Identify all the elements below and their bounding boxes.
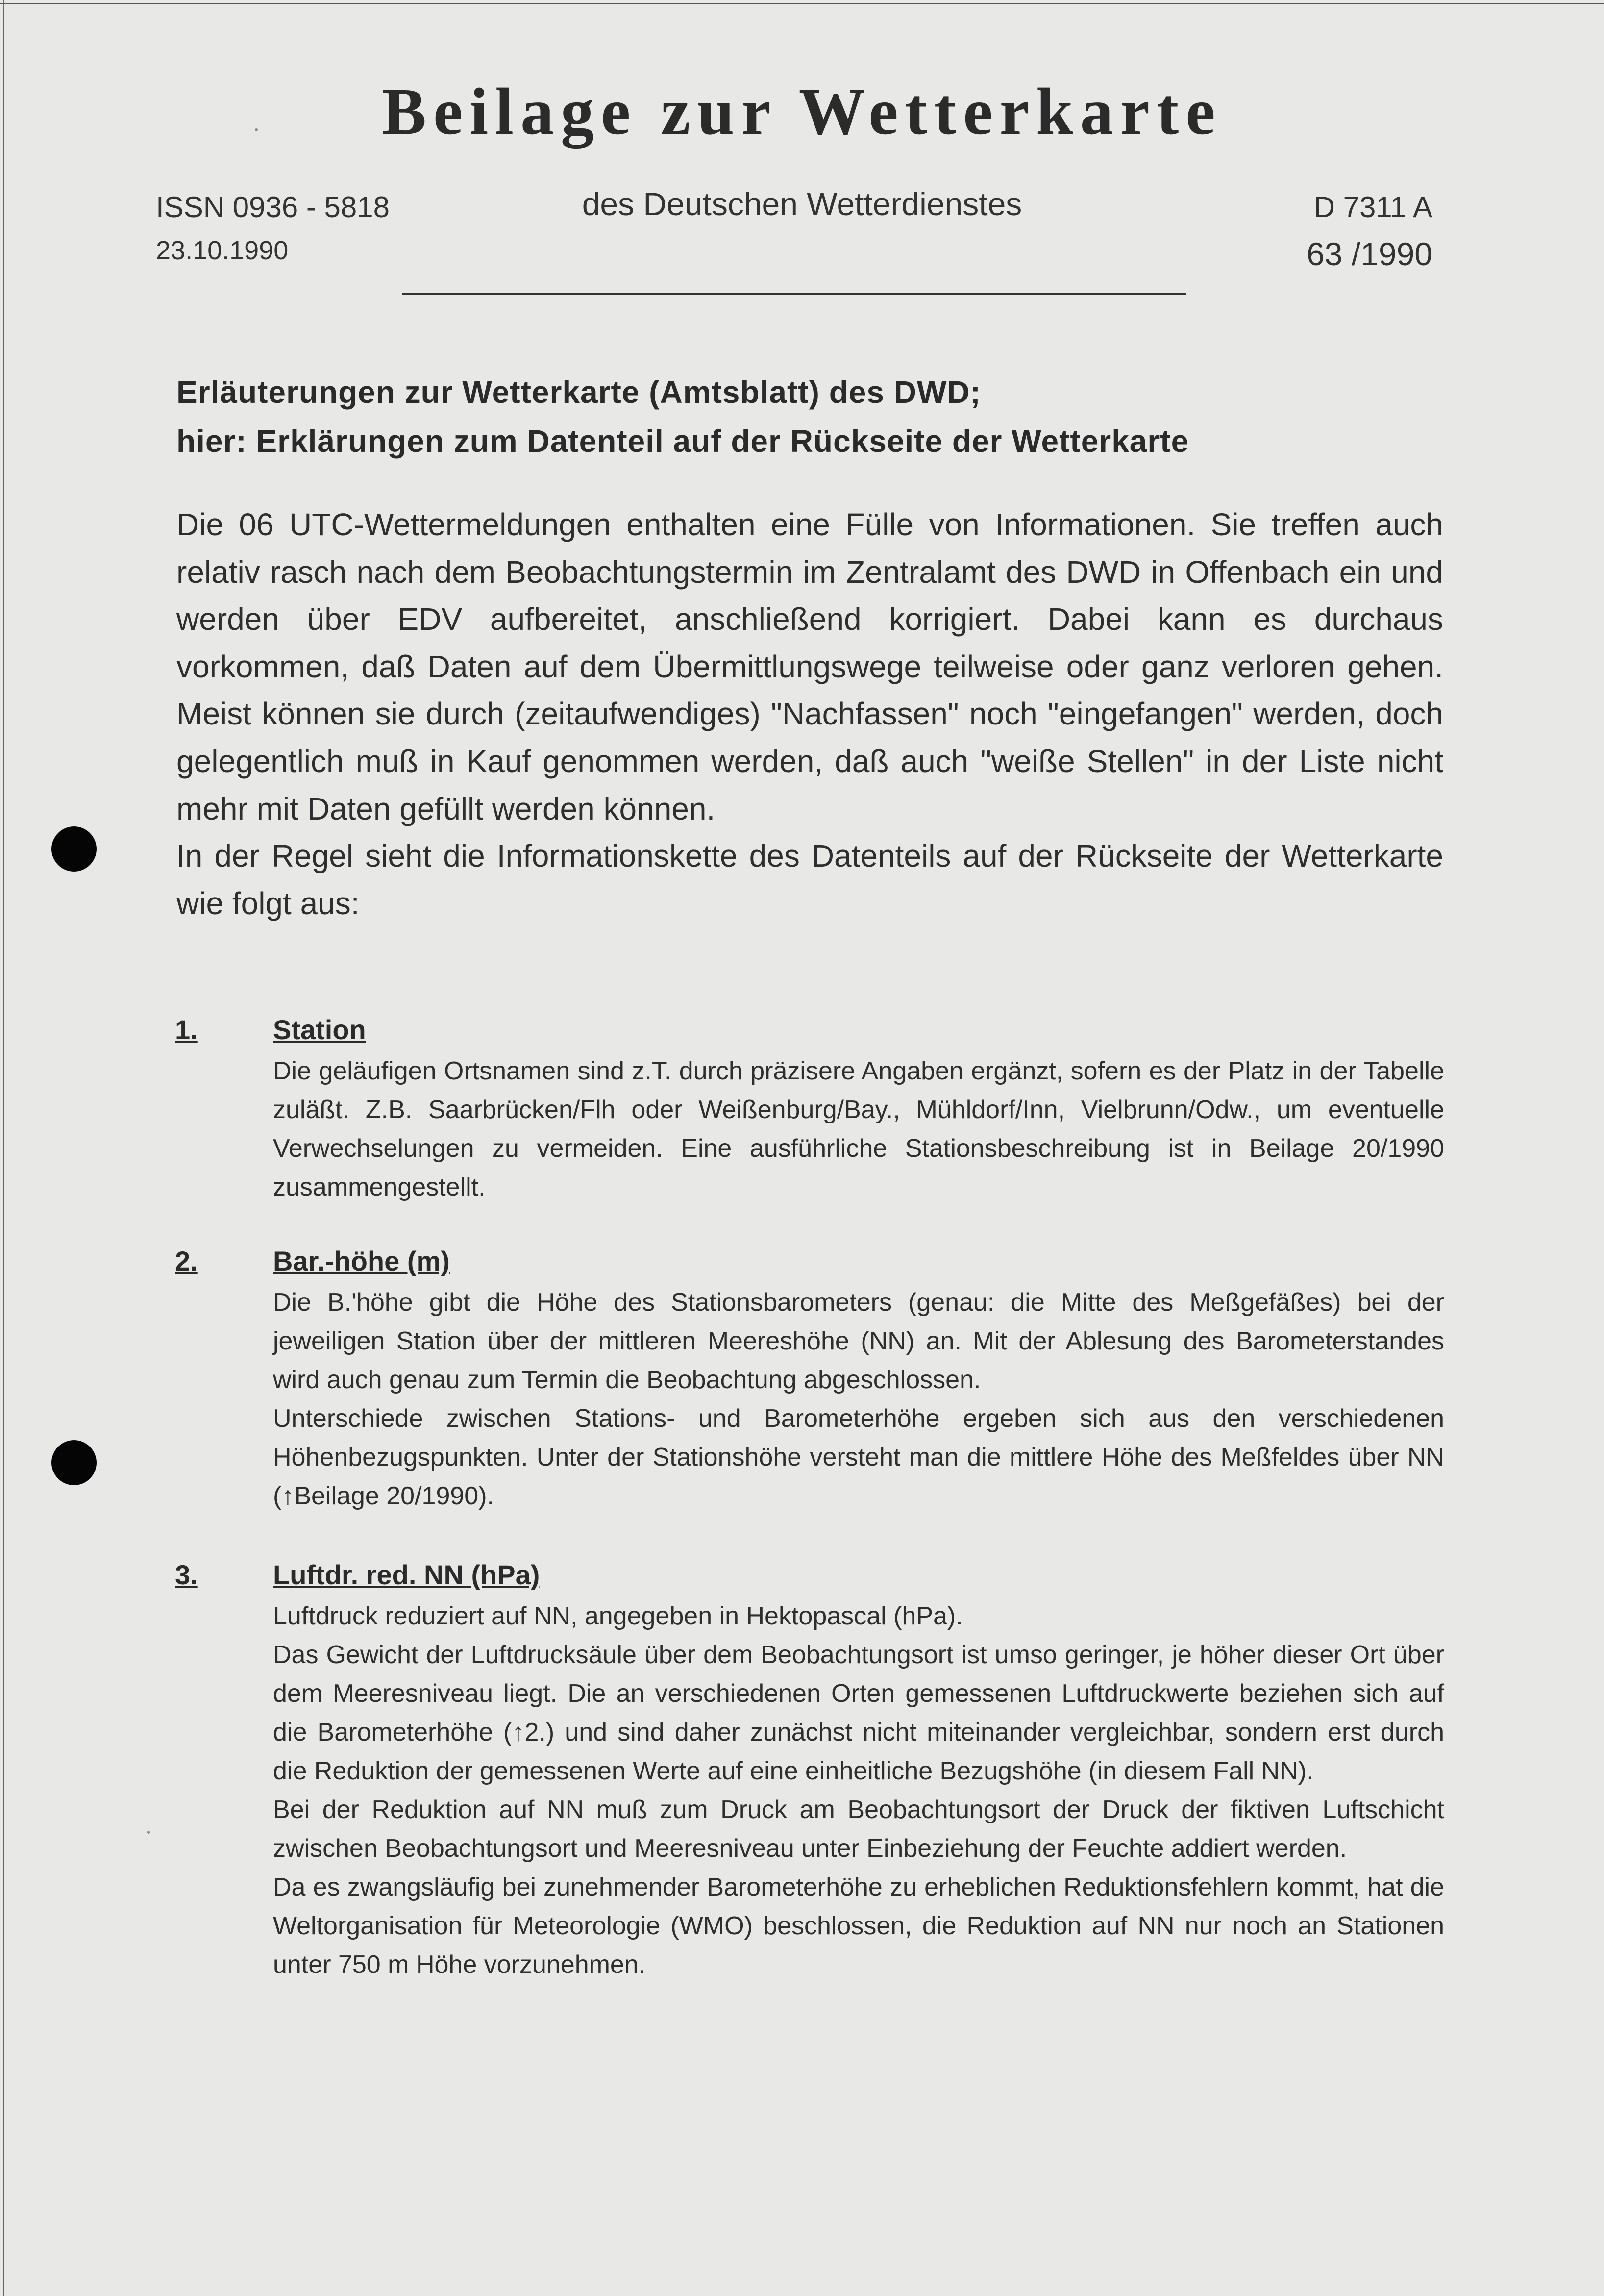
intro-paragraph-2: In der Regel sieht die Informationskette des Datenteils auf der Rückseite der Wetterkarte wie folgt aus:: [176, 838, 1443, 921]
section-heading: Station: [273, 1014, 366, 1045]
publisher-subtitle: des Deutschen Wetterdienstes: [582, 186, 1022, 222]
document-number: D 7311 A: [1313, 191, 1432, 224]
section-paragraph: Die B.'höhe gibt die Höhe des Stationsbarometers (genau: die Mitte des Meßgefäßes) bei der jeweiligen Station über der mittleren Meereshöhe (NN) an. Mit der Ablesung des Barometerstandes wird auch genau zum Termin die Beobachtung abgeschlossen.: [273, 1288, 1444, 1394]
issue-number: 63 /1990: [1307, 236, 1432, 272]
section-heading: Bar.-höhe (m): [273, 1246, 450, 1276]
punch-hole-lower: [51, 1440, 97, 1485]
section-body: [273, 1283, 1444, 1516]
section-body: [273, 1052, 1444, 1207]
document-title: Beilage zur Wetterkarte: [382, 75, 1222, 149]
intro-text: [176, 501, 1443, 927]
section-paragraph: Da es zwangsläufig bei zunehmender Barometerhöhe zu erheblichen Reduktionsfehlern kommt, hat die Weltorganisation für Meteorologie (WMO) beschlossen, die Reduktion auf NN nur noch an Stationen unter 750 m Höhe vorzunehmen.: [273, 1873, 1444, 1979]
issn-number: ISSN 0936 - 5818: [156, 191, 390, 224]
section-body: [273, 1597, 1444, 1984]
subject-line-2: hier: Erklärungen zum Datenteil auf der Rückseite der Wetterkarte: [176, 424, 1189, 459]
intro-paragraph-1: Die 06 UTC-Wettermeldungen enthalten eine Fülle von Informationen. Sie treffen auch relativ rasch nach dem Beobachtungstermin im Zentralamt des DWD in Offenbach ein und werden über EDV aufbereitet, anschließend korrigiert. Dabei kann es durchaus vorkommen, daß Daten auf dem Übermittlungswege teilweise oder ganz verloren gehen. Meist können sie durch (zeitaufwendiges) "Nachfassen" noch "eingefangen" werden, doch gelegentlich muß in Kauf genommen werden, daß auch "weiße Stellen" in der Liste nicht mehr mit Daten gefüllt werden können.: [176, 507, 1443, 826]
section-heading: Luftdr. red. NN (hPa): [273, 1559, 540, 1590]
scan-speck: [255, 128, 258, 131]
section-number: 2.: [175, 1246, 198, 1276]
publication-date: 23.10.1990: [156, 236, 289, 265]
section-number: 1.: [175, 1014, 198, 1045]
section-paragraph: Die geläufigen Ortsnamen sind z.T. durch präzisere Angaben ergänzt, sofern es der Platz in der Tabelle zuläßt. Z.B. Saarbrücken/Flh oder Weißenburg/Bay., Mühldorf/Inn, Vielbrunn/Odw., um eventuelle Verwechselungen zu vermeiden. Eine ausführliche Stationsbeschreibung ist in Beilage 20/1990 zusammengestellt.: [273, 1057, 1444, 1201]
section-paragraph: Bei der Reduktion auf NN muß zum Druck am Beobachtungsort der Druck der fiktiven Luftschicht zwischen Beobachtungsort und Meeresniveau unter Einbeziehung der Feuchte addiert werden.: [273, 1796, 1444, 1863]
section-paragraph: Luftdruck reduziert auf NN, angegeben in Hektopascal (hPa).: [273, 1602, 963, 1630]
header-divider: [402, 293, 1186, 295]
subject-heading: [176, 368, 1189, 466]
punch-hole-upper: [51, 826, 97, 872]
section-paragraph: Das Gewicht der Luftdrucksäule über dem Beobachtungsort ist umso geringer, je höher dieser Ort über dem Meeresniveau liegt. Die an verschiedenen Orten gemessenen Luftdruckwerte beziehen sich auf die Barometerhöhe (↑2.) und sind daher zunächst nicht miteinander vergleichbar, sondern erst durch die Reduktion der gemessenen Werte auf eine einheitliche Bezugshöhe (in diesem Fall NN).: [273, 1641, 1444, 1785]
subject-line-1: Erläuterungen zur Wetterkarte (Amtsblatt) des DWD;: [176, 374, 981, 410]
scan-speck: [147, 1831, 150, 1834]
section-paragraph: Unterschiede zwischen Stations- und Barometerhöhe ergeben sich aus den verschiedenen Höhenbezugspunkten. Unter der Stationshöhe versteht man die mittlere Höhe des Meßfeldes über NN (↑Beilage 20/1990).: [273, 1404, 1444, 1510]
section-number: 3.: [175, 1559, 198, 1590]
scan-border-left: [3, 0, 4, 2296]
scan-border-top: [0, 3, 1604, 4]
